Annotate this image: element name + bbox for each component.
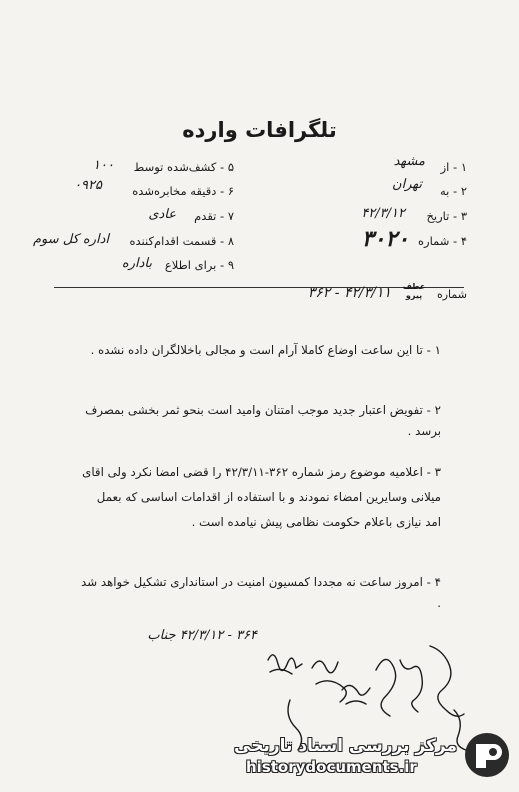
watermark-name: مرکز بررسی اسناد تاریخی	[234, 736, 457, 756]
paragraph-4: ۴ - امروز ساعت نه مجددا کمسیون امنیت در استانداری تشکیل خواهد شد .	[81, 575, 441, 610]
field-label: ۶ - دقیقه مخابره‌شده	[132, 184, 234, 198]
field-label: ۳ - تاریخ	[426, 209, 467, 223]
reference-label: شماره	[436, 288, 467, 301]
field-label: ۱ - از	[440, 160, 467, 174]
paragraph-3: ۳ - اعلامیه موضوع رمز شماره ۳۶۲-۴۲/۳/۱۱ را قضی امضا نکرد ولی اقای میلانی وسایرین امضاء نمودند و با استفاده از اقدامات اساسی که بعمل امد نیازی باعلام حکومت نظامی پیش نیامده است .	[82, 465, 441, 529]
field-label: ۴ - شماره	[417, 234, 467, 248]
field-from	[393, 154, 467, 174]
field-value: ۰۹۲۵	[74, 178, 102, 193]
field-label: ۸ - قسمت اقدام‌کننده	[129, 234, 234, 248]
field-label: ۷ - تقدم	[194, 209, 234, 223]
reference-line	[437, 288, 467, 301]
field-label: ۲ - به	[439, 184, 467, 198]
field-value: باداره	[121, 256, 152, 271]
stamp-top: عطف	[402, 282, 426, 291]
field-priority	[148, 207, 234, 223]
reference-value: ۳۶۲ - ۴۲/۳/۱۱	[307, 285, 391, 301]
archive-logo-icon	[462, 730, 512, 780]
field-value: اداره کل سوم	[32, 232, 109, 247]
field-label: ۵ - کشف‌شده توسط	[133, 160, 234, 174]
field-value: مشهد	[393, 154, 425, 169]
field-date	[361, 206, 467, 223]
field-action-dept	[32, 232, 234, 248]
field-number	[361, 226, 467, 252]
reply-reference: ۳۶۴ - ۴۲/۳/۱۲ جناب	[147, 628, 257, 643]
reference-stamp	[402, 282, 426, 300]
field-for-info	[121, 256, 234, 272]
field-value: عادی	[148, 207, 176, 222]
stamp-bottom: پیرو	[405, 291, 423, 300]
field-value: ۱۰۰	[93, 158, 114, 173]
field-value: تهران	[392, 177, 422, 192]
field-label: ۹ - برای اطلاع	[164, 258, 234, 272]
field-to	[392, 177, 467, 198]
watermark-url: historydocuments.ir	[246, 758, 417, 776]
field-decoded-by	[93, 158, 234, 174]
field-value: ۳۰۲۰	[361, 226, 409, 252]
document-title: تلگرافات وارده	[182, 118, 337, 142]
paragraph-1: ۱ - تا این ساعت اوضاع کاملا آرام است و مجالی باخلالگران داده نشده .	[90, 343, 441, 357]
field-value: ۴۲/۳/۱۲	[361, 206, 405, 221]
paragraph-2: ۲ - تفویض اعتبار جدید موجب امتنان وامید است بنحو ثمر بخشی بمصرف برسد .	[85, 403, 441, 438]
field-transmit-minute	[74, 178, 234, 198]
